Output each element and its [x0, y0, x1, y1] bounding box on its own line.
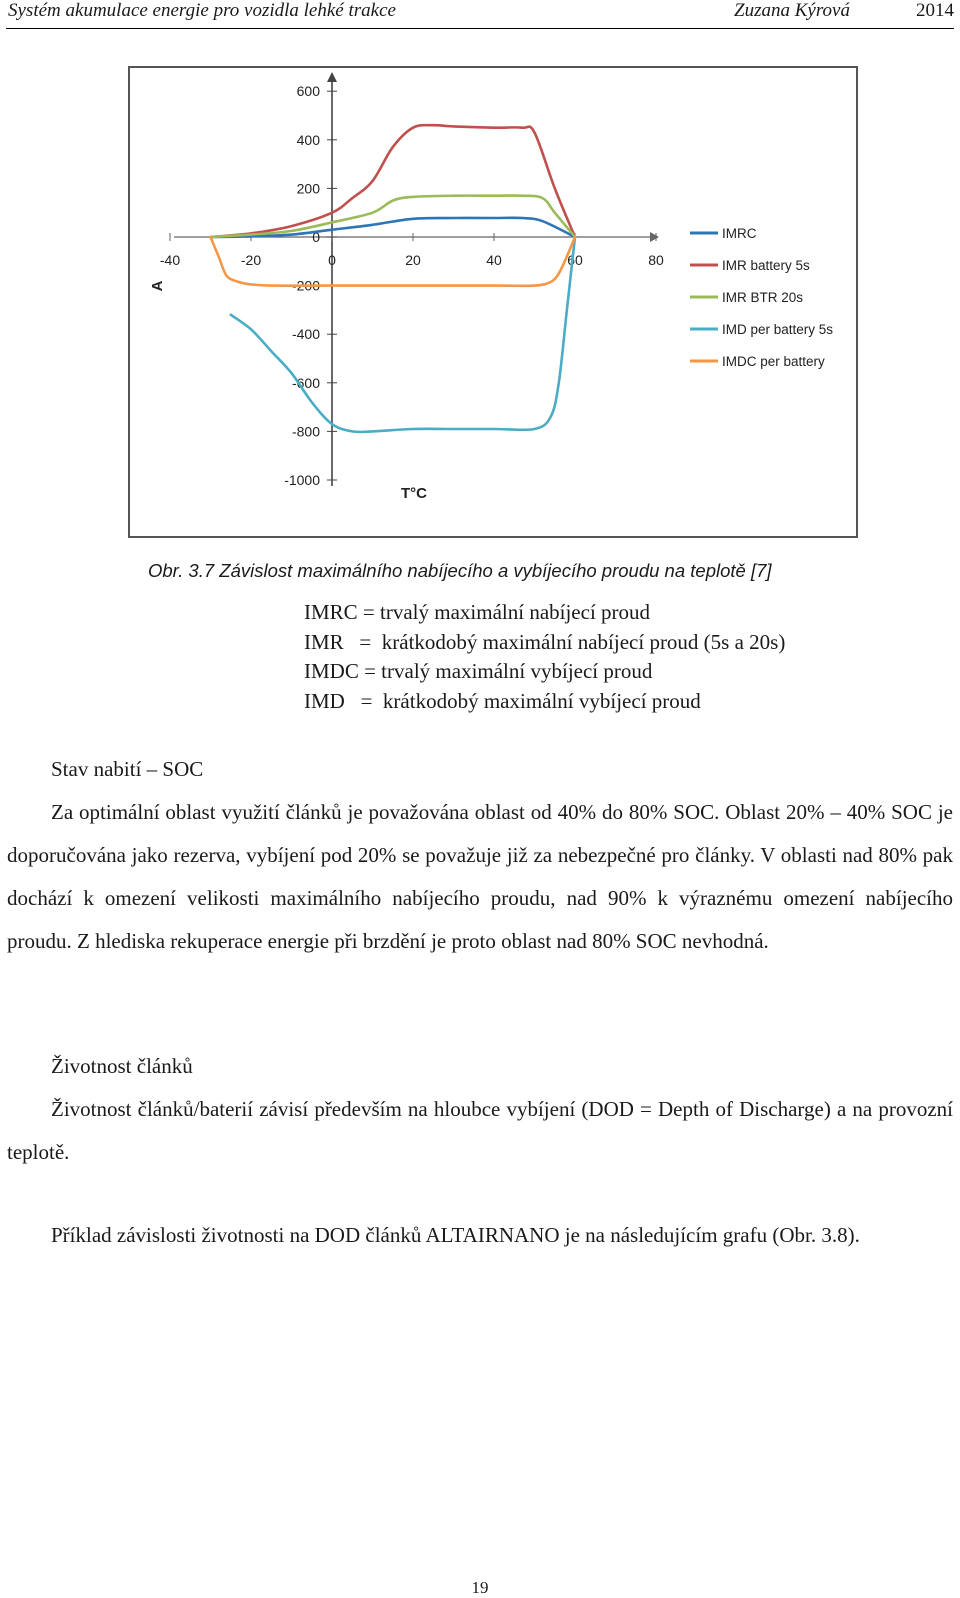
y-tick-label: -800 — [291, 423, 320, 440]
definitions-list — [304, 598, 785, 716]
header-year: 2014 — [916, 0, 954, 21]
y-tick-label: -400 — [291, 326, 320, 343]
y-tick-label: 200 — [296, 180, 320, 197]
legend-label-2: IMR battery 5s — [722, 258, 810, 273]
section-heading-soc: Stav nabití – SOC — [51, 757, 204, 781]
x-tick-label: -40 — [159, 252, 181, 268]
figure-chart — [128, 66, 858, 538]
legend-label-4: IMD per battery 5s — [722, 322, 834, 337]
y-tick-label: -1000 — [284, 472, 320, 488]
y-axis-label: A — [149, 280, 166, 292]
definition-imr: IMR = krátkodobý maximální nabíjecí proud (5s a 20s) — [304, 629, 786, 654]
paragraph-example: Příklad závislosti životnosti na DOD článků ALTAIRNANO je na následujícím grafu (Obr. 3.8). — [51, 1223, 860, 1247]
definition-imdc: IMDC = trvalý maximální vybíjecí proud — [304, 659, 653, 683]
x-tick-label: 60 — [567, 252, 583, 268]
legend-label-5: IMDC per battery — [722, 354, 825, 369]
page-number: 19 — [471, 1578, 489, 1597]
y-tick-label: 600 — [296, 83, 320, 100]
x-tick-label: 20 — [405, 252, 421, 268]
header-author: Zuzana Kýrová — [734, 0, 850, 21]
header-title: Systém akumulace energie pro vozidla lehké trakce — [8, 0, 396, 21]
y-tick-label: 400 — [296, 131, 320, 148]
paragraph-soc: Za optimální oblast využití článků je považována oblast od 40% do 80% SOC. Oblast 20% – 40% SOC je doporučována jako rezerva, vybíjení pod 20% se považuje již za nebezpečné pro články. V oblasti nad 80% pak dochází k omezení velikosti maximálního nabíjecího proudu, nad 90% k výraznému omezení nabíjecího proudu. Z hlediska rekuperace energie při brzdění je proto oblast nad 80% SOC nevhodná. — [7, 800, 953, 953]
y-tick-label: 0 — [312, 229, 320, 245]
page-header — [6, 0, 954, 29]
legend-label-3: IMR BTR 20s — [722, 290, 804, 305]
x-tick-label: -20 — [240, 252, 262, 268]
y-tick-label: -200 — [291, 277, 320, 294]
legend-label-1: IMRC — [722, 226, 757, 241]
definition-imd: IMD = krátkodobý maximální vybíjecí proud — [304, 688, 701, 713]
y-tick-label: -600 — [291, 374, 320, 391]
x-tick-label: 40 — [486, 252, 502, 268]
paragraph-lifetime: Životnost článků/baterií závisí především na hloubce vybíjení (DOD = Depth of Discharge) a na provozní teplotě. — [7, 1097, 953, 1164]
x-tick-label: 80 — [648, 252, 664, 268]
line-chart — [128, 66, 858, 538]
figure-caption: Obr. 3.7 Závislost maximálního nabíjecího a vybíjecího proudu na teplotě [7] — [148, 560, 772, 581]
section-heading-lifetime: Životnost článků — [51, 1054, 193, 1078]
definition-imrc: IMRC = trvalý maximální nabíjecí proud — [304, 600, 651, 624]
x-tick-label: 0 — [328, 252, 336, 268]
x-axis-label: T°C — [401, 485, 427, 502]
